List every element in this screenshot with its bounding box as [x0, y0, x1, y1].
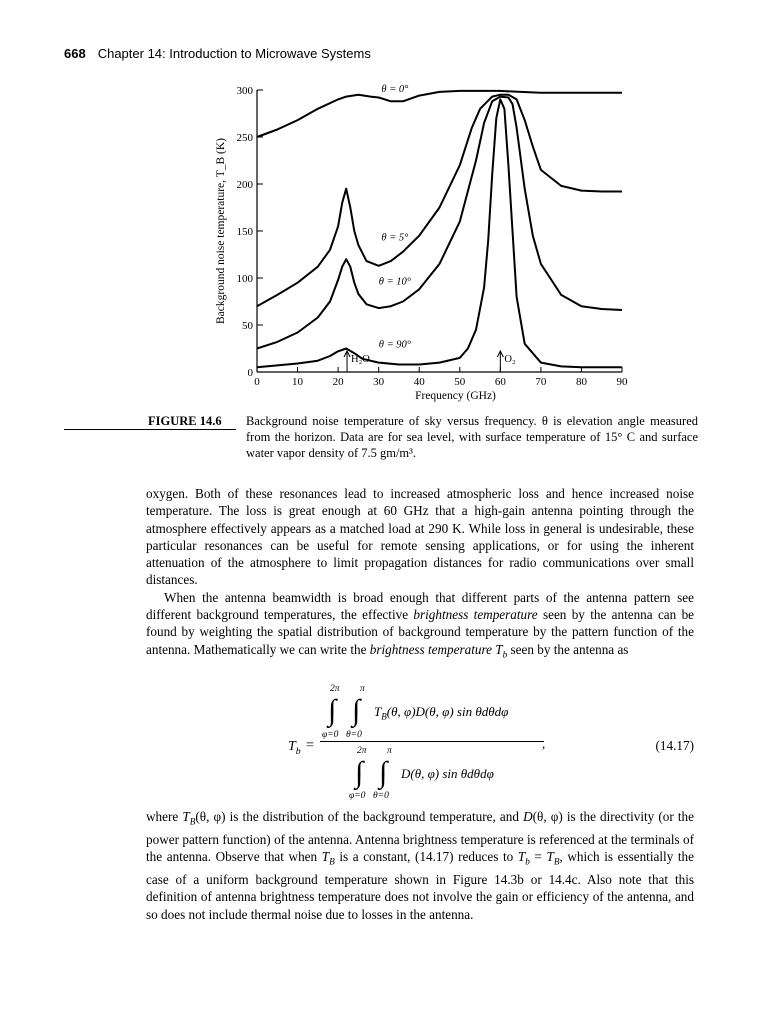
equation-lhs: $T_b$: [288, 739, 301, 757]
series-line: [257, 95, 622, 307]
page-number: 668: [64, 46, 86, 61]
p2-emphasis-2: brightness temperature: [369, 641, 492, 657]
lower-limit-phi-num: φ=0: [322, 730, 339, 740]
body-text-bottom: [146, 808, 694, 923]
y-tick-label: 200: [236, 179, 253, 191]
paragraph-1: oxygen. Both of these resonances lead to increased atmospheric loss and hence increased noise temperature. The loss is great enough at 60 GHz that a high-gain antenna pointing through the atmosphere effectively appears as a matched load at 290 K. While loss in general is undesirable, these particular resonances can be useful for remote sensing applications, or for using the inherent attenuation of the atmosphere to limit propagation distances for radio communications over small distances.: [146, 486, 694, 588]
resonance-label: H₂O: [351, 354, 370, 365]
p2-tb: $T_b$: [495, 641, 508, 660]
chart-axes: [257, 90, 622, 372]
noise-temperature-chart: [200, 78, 640, 408]
equation-equals: =: [306, 738, 314, 753]
fraction-bar: [320, 741, 544, 742]
upper-limit-pi-num: π: [360, 684, 365, 694]
x-axis-label: Frequency (GHz): [415, 390, 496, 402]
series-label: θ = 90°: [378, 339, 411, 351]
lower-limit-theta-num: θ=0: [346, 730, 362, 740]
equation-comma: ,: [542, 736, 546, 751]
series-line: [257, 91, 622, 137]
equation-denominator: D(θ, φ) sin θdθdφ: [401, 766, 494, 781]
paragraph-3: where $T_B(\theta$, φ) is the distribution of the background temperature, and D(θ, φ) is the directivity (or the power pattern function) of the antenna. Antenna brightness temperature is referenced at the terminals of the antenna. Observe that when $T_B$ is a constant, (14.17) reduces to $T_b = T_B$, which is essentially the case of a uniform background temperature shown in Figure 14.3b or 14.4c. Also note that this definition of antenna brightness temperature does not involve the gain or efficiency of the antenna, and so does not include thermal noise due to losses in the antenna.: [146, 809, 695, 922]
chapter-title: Chapter 14: Introduction to Microwave Systems: [97, 46, 371, 61]
equation-numerator: $T_B(\theta$, φ)D(θ, φ) sin θdθdφ: [374, 704, 509, 722]
x-tick-label: 70: [535, 376, 547, 388]
y-tick-label: 250: [236, 132, 253, 144]
equation-14-17: [0, 678, 768, 808]
caption-rule: [64, 429, 236, 430]
body-text-top: [146, 485, 694, 664]
p2-text-b: seen by the antenna can be found by weighting the spatial distribution of background temperature by the pattern function of the antenna. Mathematically we can write the: [146, 607, 695, 657]
x-tick-label: 0: [254, 376, 260, 388]
series-line: [257, 97, 622, 349]
x-tick-label: 50: [454, 376, 466, 388]
integral-sign-den-1: ∫: [355, 756, 364, 789]
series-line: [257, 99, 622, 367]
x-tick-label: 40: [413, 376, 425, 388]
integral-sign-den-2: ∫: [379, 756, 388, 789]
figure-label: FIGURE 14.6: [148, 414, 222, 428]
figure-caption-text: Background noise temperature of sky versus frequency. θ is elevation angle measured from the horizon. Data are for sea level, with surface temperature of 15° C and surface water vapor density of 7.5 gm/m³.: [246, 414, 698, 460]
x-tick-label: 60: [494, 376, 506, 388]
y-tick-label: 300: [236, 85, 253, 97]
x-tick-label: 20: [332, 376, 344, 388]
p2-text-c: seen by the antenna as: [510, 641, 629, 657]
y-tick-label: 100: [236, 273, 253, 285]
x-tick-label: 80: [575, 376, 587, 388]
x-tick-label: 90: [616, 376, 628, 388]
p2-emphasis-1: brightness temperature: [413, 607, 538, 623]
lower-limit-phi-den: φ=0: [349, 791, 366, 801]
y-tick-label: 150: [236, 226, 253, 238]
x-tick-label: 10: [292, 376, 304, 388]
x-tick-label: 30: [373, 376, 385, 388]
upper-limit-2pi-num: 2π: [330, 684, 340, 694]
series-label: θ = 0°: [381, 83, 409, 95]
upper-limit-2pi-den: 2π: [357, 746, 367, 756]
paragraph-2: [146, 589, 694, 664]
y-tick-label: 0: [247, 367, 253, 379]
resonance-label: O₂: [504, 354, 516, 365]
chart-ticks: [237, 85, 629, 388]
series-label: θ = 5°: [381, 232, 409, 244]
y-axis-label: Background noise temperature, T_B (K): [215, 138, 227, 324]
y-tick-label: 50: [242, 320, 253, 332]
p2-text-a: When the antenna beamwidth is broad enough that different parts of the antenna pattern see different background temperatures, the effective: [146, 589, 694, 623]
upper-limit-pi-den: π: [387, 746, 392, 756]
equation-number: (14.17): [655, 738, 694, 753]
integral-sign-num-2: ∫: [352, 694, 361, 727]
lower-limit-theta-den: θ=0: [373, 791, 389, 801]
chart-series: [257, 91, 622, 367]
integral-sign-num-1: ∫: [328, 694, 337, 727]
series-label: θ = 10°: [378, 276, 411, 288]
running-head: [64, 46, 371, 61]
